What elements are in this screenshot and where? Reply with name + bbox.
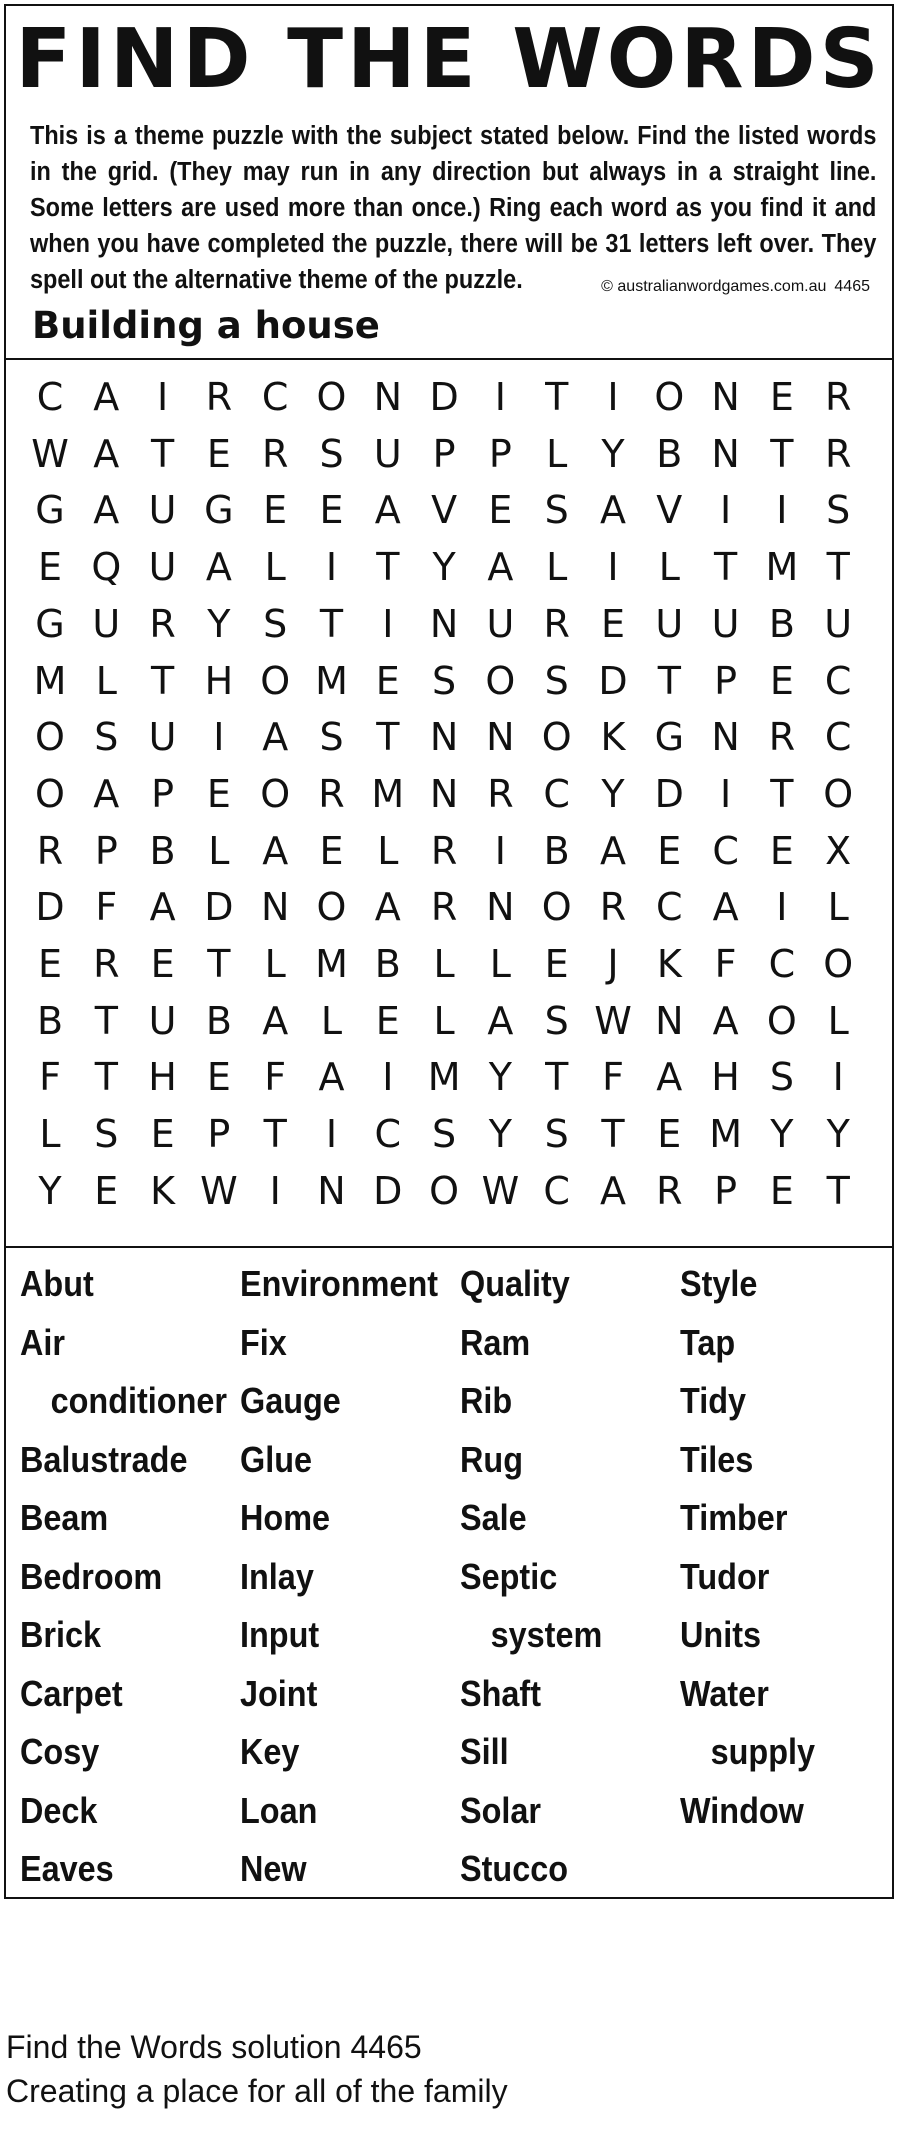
grid-letter[interactable]: N (429, 771, 459, 816)
grid-letter[interactable]: A (600, 488, 626, 533)
grid-letter[interactable]: V (431, 488, 458, 533)
puzzle-header (6, 6, 892, 360)
word-item: Glue (240, 1438, 313, 1480)
word-item: Rug (460, 1438, 523, 1480)
grid-letter[interactable]: S (432, 658, 457, 703)
grid-letter[interactable]: C (543, 771, 570, 816)
grid-letter[interactable]: D (654, 771, 684, 816)
grid-letter[interactable]: A (205, 545, 232, 590)
grid-letter[interactable]: U (92, 601, 121, 646)
grid-letter[interactable]: R (656, 1168, 683, 1213)
grid-letter[interactable]: L (658, 545, 680, 590)
grid-letter[interactable]: K (656, 942, 682, 986)
grid-letter[interactable]: N (429, 715, 459, 760)
word-item: Environment (240, 1263, 439, 1304)
grid-letter[interactable]: S (319, 431, 344, 476)
grid-letter[interactable]: D (373, 1168, 403, 1213)
grid-letter[interactable]: S (263, 601, 288, 646)
grid-letter[interactable]: B (543, 828, 570, 873)
grid-letter[interactable]: T (545, 375, 569, 419)
grid-letter[interactable]: L (827, 885, 849, 930)
copyright-text: © australianwordgames.com.au (601, 278, 827, 295)
grid-letter[interactable]: Y (488, 1055, 512, 1100)
word-item: Inlay (240, 1555, 314, 1597)
grid-letter[interactable]: T (376, 715, 400, 760)
grid-letter[interactable]: F (39, 1055, 61, 1100)
grid-letter[interactable]: E (150, 1112, 175, 1157)
grid-letter[interactable]: P (207, 1112, 231, 1157)
word-item: Eaves (20, 1848, 114, 1889)
grid-letter[interactable]: I (325, 1112, 338, 1157)
grid-letter[interactable]: F (264, 1055, 287, 1100)
grid-letter[interactable]: O (316, 885, 347, 930)
grid-letter[interactable]: E (319, 488, 344, 533)
instructions-text: This is a theme puzzle with the subject stated below. Find the listed words in the grid. (They may run in any direction but always in a straight line. Some letters are used more than once.) Ring each word as you find it and when you have completed the puzzle, there will be 31 letters left over. They spell out the alternative theme of the puzzle. (30, 122, 877, 294)
word-item: Air (20, 1321, 66, 1363)
grid-letter[interactable]: Y (826, 1112, 850, 1157)
grid-letter[interactable]: E (769, 658, 794, 703)
grid-letter[interactable]: R (824, 375, 852, 419)
word-item: Balustrade (20, 1438, 188, 1480)
word-item: Water (680, 1672, 769, 1714)
grid-letter[interactable]: M (427, 1055, 461, 1100)
grid-letter[interactable]: E (769, 375, 794, 419)
grid-letter[interactable]: O (654, 375, 685, 419)
grid-letter[interactable]: E (375, 998, 400, 1043)
grid-letter[interactable]: B (205, 998, 232, 1043)
grid-letter[interactable]: P (714, 658, 738, 703)
grid-letter[interactable]: U (148, 998, 177, 1043)
grid-letter[interactable]: M (33, 658, 67, 703)
grid-letter[interactable]: E (206, 431, 231, 476)
grid-letter[interactable]: T (770, 431, 794, 476)
grid-letter[interactable]: E (94, 1168, 119, 1213)
grid-letter[interactable]: O (823, 771, 854, 816)
grid-letter[interactable]: I (269, 1168, 281, 1213)
grid-letter[interactable]: U (373, 431, 402, 476)
grid-letter[interactable]: S (544, 1112, 569, 1157)
grid-letter[interactable]: O (429, 1168, 460, 1213)
grid-letter[interactable]: T (713, 545, 738, 590)
grid-letter[interactable]: R (543, 601, 570, 646)
grid-letter[interactable]: A (318, 1055, 345, 1100)
word-item: conditioner (50, 1380, 227, 1421)
grid-letter[interactable]: N (429, 601, 459, 646)
word-item: Tudor (680, 1555, 770, 1597)
grid-letter[interactable]: A (262, 828, 289, 873)
grid-letter[interactable]: R (261, 431, 289, 476)
grid-letter[interactable]: U (148, 545, 177, 590)
word-item: Septic (460, 1555, 558, 1597)
grid-letter[interactable]: A (149, 885, 176, 930)
grid-letter[interactable]: A (93, 375, 120, 419)
grid-letter[interactable]: Y (601, 431, 625, 476)
grid-letter[interactable]: Y (770, 1112, 794, 1157)
grid-letter[interactable]: I (607, 375, 619, 419)
grid-letter[interactable]: I (156, 375, 169, 419)
word-item: Joint (240, 1672, 318, 1714)
solution-block (6, 2025, 508, 2113)
grid-letter[interactable]: S (94, 715, 119, 760)
grid-letter[interactable]: L (95, 658, 117, 703)
grid-letter[interactable]: E (37, 545, 62, 590)
grid-letter[interactable]: P (151, 771, 175, 816)
word-column (240, 1255, 460, 1899)
grid-letter[interactable]: I (494, 828, 506, 873)
grid-letter[interactable]: L (433, 942, 455, 986)
word-item: Input (240, 1614, 320, 1655)
grid-letter[interactable]: Q (91, 545, 122, 590)
grid-letter[interactable]: L (264, 545, 286, 590)
grid-letter[interactable]: Y (601, 771, 625, 816)
grid-letter[interactable]: E (769, 828, 794, 873)
grid-letter[interactable]: W (594, 998, 632, 1043)
grid-letter[interactable]: I (776, 488, 788, 533)
grid-letter[interactable]: G (35, 488, 65, 533)
grid-letter[interactable]: I (325, 545, 338, 590)
grid-letter[interactable]: N (655, 998, 684, 1043)
grid-letter[interactable]: A (93, 771, 120, 816)
grid-letter[interactable]: M (315, 658, 348, 703)
grid-letter[interactable]: G (204, 488, 234, 533)
grid-letter[interactable]: L (377, 828, 399, 873)
grid-letter[interactable]: S (769, 1055, 794, 1100)
word-item: Solar (460, 1789, 542, 1831)
grid-letter[interactable]: A (712, 885, 739, 930)
grid-letter[interactable]: A (262, 998, 289, 1043)
grid-letter[interactable]: R (205, 375, 233, 419)
grid-letter[interactable]: T (770, 771, 794, 816)
grid-letter[interactable]: R (599, 885, 627, 930)
grid-letter[interactable]: P (432, 431, 456, 476)
word-item: Sale (460, 1497, 527, 1538)
grid-letter[interactable]: O (541, 715, 572, 760)
grid-letter[interactable]: W (31, 431, 69, 476)
solution-title: Find the Words solution 4465 (6, 2029, 422, 2065)
grid-letter[interactable]: G (35, 601, 65, 646)
grid-letter[interactable]: B (656, 431, 683, 476)
grid-letter[interactable]: C (656, 885, 683, 930)
grid-letter[interactable]: F (95, 885, 118, 930)
grid-letter[interactable]: T (601, 1112, 625, 1157)
word-item: Tap (680, 1321, 736, 1363)
grid-letter[interactable]: N (711, 375, 740, 419)
word-item: system (490, 1614, 603, 1655)
grid-letter[interactable]: L (208, 828, 230, 873)
grid-letter[interactable]: E (263, 488, 288, 533)
grid-letter[interactable]: N (373, 375, 403, 419)
grid-letter[interactable]: G (654, 715, 685, 760)
grid-letter[interactable]: T (263, 1112, 287, 1157)
grid-letter[interactable]: M (765, 545, 799, 590)
grid-letter[interactable]: P (714, 1168, 738, 1213)
grid-letter[interactable]: E (206, 1055, 231, 1100)
grid-letter[interactable]: U (824, 601, 853, 646)
grid-letter[interactable]: I (832, 1055, 844, 1100)
grid-letter[interactable]: T (826, 545, 850, 590)
grid-letter[interactable]: A (600, 828, 626, 873)
grid-letter[interactable]: B (768, 601, 795, 646)
letter-grid (6, 360, 892, 1248)
grid-letter[interactable]: R (430, 885, 458, 930)
grid-letter[interactable]: U (711, 601, 740, 646)
grid-letter[interactable]: S (826, 488, 851, 533)
grid-letter[interactable]: M (371, 771, 405, 816)
grid-letter[interactable]: W (481, 1168, 520, 1213)
grid-letter[interactable]: B (36, 998, 64, 1043)
grid-letter[interactable]: T (376, 545, 400, 590)
grid-letter[interactable]: R (768, 715, 796, 760)
grid-letter[interactable]: C (261, 375, 289, 419)
grid-letter[interactable]: H (148, 1055, 177, 1100)
grid-letter[interactable]: I (607, 545, 619, 590)
grid-letter[interactable]: T (150, 658, 175, 703)
grid-letter[interactable]: Y (38, 1168, 62, 1213)
grid-letter[interactable]: R (149, 601, 176, 646)
grid-letter[interactable]: R (824, 431, 852, 476)
grid-letter[interactable]: J (607, 942, 619, 986)
grid-letter[interactable]: B (374, 942, 401, 986)
grid-letter[interactable]: O (766, 998, 797, 1043)
grid-letter[interactable]: E (150, 942, 175, 986)
grid-letter[interactable]: U (148, 488, 177, 533)
word-item: Stucco (460, 1848, 569, 1889)
grid-letter[interactable]: A (93, 431, 120, 476)
grid-letter[interactable]: R (93, 942, 120, 986)
word-list (6, 1249, 892, 1899)
word-item: Sill (460, 1731, 509, 1772)
grid-letter[interactable]: C (36, 375, 64, 419)
grid-letter[interactable]: N (260, 885, 290, 930)
grid-letter[interactable]: X (825, 828, 852, 873)
word-item: New (240, 1848, 307, 1889)
grid-letter[interactable]: Y (432, 545, 456, 590)
grid-letter[interactable]: E (206, 771, 231, 816)
grid-letter[interactable]: S (94, 1112, 119, 1157)
grid-letter[interactable]: O (485, 658, 516, 703)
grid-letter[interactable]: R (430, 828, 458, 873)
word-item: Quality (460, 1263, 570, 1304)
word-item: Brick (20, 1614, 102, 1655)
grid-letter[interactable]: U (486, 601, 515, 646)
grid-letter[interactable]: E (769, 1168, 794, 1213)
grid-letter[interactable]: A (262, 715, 289, 760)
grid-letter[interactable]: A (374, 488, 401, 533)
grid-letter[interactable]: O (35, 715, 65, 760)
grid-letter[interactable]: N (711, 715, 740, 760)
grid-letter[interactable]: O (316, 375, 347, 419)
copyright-line (593, 278, 870, 296)
word-item: Cosy (20, 1731, 100, 1772)
grid-letter[interactable]: W (200, 1168, 238, 1213)
grid-letter[interactable]: E (488, 488, 513, 533)
grid-letter[interactable]: A (600, 1168, 626, 1213)
grid-letter[interactable]: L (320, 998, 343, 1043)
grid-letter[interactable]: I (719, 771, 732, 816)
grid-letter[interactable]: F (714, 942, 737, 986)
theme-heading: Building a house (32, 304, 380, 347)
word-column (20, 1255, 250, 1899)
grid-letter[interactable]: A (487, 545, 514, 590)
grid-letter[interactable]: L (489, 942, 511, 986)
grid-letter[interactable]: N (317, 1168, 346, 1213)
grid-letter[interactable]: E (375, 658, 400, 703)
grid-letter[interactable]: T (657, 658, 681, 703)
word-item: Tiles (680, 1438, 754, 1480)
word-item: Abut (20, 1263, 94, 1304)
word-item: Bedroom (20, 1555, 163, 1597)
grid-letter[interactable]: O (260, 658, 291, 703)
grid-letter[interactable]: D (35, 885, 65, 930)
grid-letter[interactable]: C (824, 715, 852, 760)
grid-letter[interactable]: L (546, 431, 568, 476)
grid-letter[interactable]: D (598, 658, 628, 703)
grid-letter[interactable]: B (149, 828, 176, 873)
grid-letter[interactable]: T (545, 1055, 569, 1100)
grid-letter[interactable]: U (655, 601, 684, 646)
grid-letter[interactable]: T (319, 601, 344, 646)
grid-letter[interactable]: E (544, 942, 569, 986)
grid-letter[interactable]: O (541, 885, 572, 930)
word-item: Timber (680, 1497, 788, 1538)
word-item: Loan (240, 1789, 318, 1831)
grid-letter[interactable]: T (207, 942, 231, 986)
puzzle-number: 4465 (834, 278, 870, 295)
puzzle-box (4, 4, 894, 1899)
grid-letter[interactable]: A (374, 885, 401, 930)
word-column (460, 1255, 618, 1899)
solution-answer: Creating a place for all of the family (6, 2073, 508, 2109)
grid-letter[interactable]: D (204, 885, 234, 930)
grid-letter[interactable]: D (429, 375, 459, 419)
word-item: Window (680, 1789, 804, 1831)
word-item: Gauge (240, 1380, 341, 1421)
grid-letter[interactable]: E (600, 601, 625, 646)
grid-letter[interactable]: H (204, 658, 234, 703)
word-item: Deck (20, 1789, 98, 1831)
word-item: Key (240, 1731, 300, 1772)
grid-letter[interactable]: E (319, 828, 344, 873)
grid-letter[interactable]: Y (207, 601, 231, 646)
grid-letter[interactable]: L (433, 998, 455, 1043)
grid-letter[interactable]: L (39, 1112, 61, 1157)
word-item: Ram (460, 1321, 531, 1363)
grid-letter[interactable]: I (719, 488, 732, 533)
grid-letter[interactable]: N (486, 885, 515, 930)
grid-letter[interactable]: A (656, 1055, 683, 1100)
grid-letter[interactable]: N (486, 715, 515, 760)
grid-letter[interactable]: T (150, 431, 175, 476)
grid-letter[interactable]: E (657, 828, 682, 873)
grid-letter[interactable]: I (213, 715, 225, 760)
grid-letter[interactable]: I (776, 885, 788, 930)
grid-letter[interactable]: O (35, 771, 65, 816)
word-item: supply (710, 1731, 816, 1772)
grid-letter[interactable]: U (148, 715, 177, 760)
page-title: FIND THE WORDS (15, 12, 883, 107)
word-item: Rib (460, 1380, 513, 1421)
grid-letter[interactable]: C (768, 942, 796, 986)
grid-letter[interactable]: A (93, 488, 120, 533)
grid-letter[interactable]: L (264, 942, 286, 986)
grid-letter[interactable]: M (315, 942, 348, 986)
word-item: Home (240, 1497, 331, 1538)
grid-letter[interactable]: O (260, 771, 291, 816)
word-item: Beam (20, 1497, 109, 1538)
word-item: Tidy (680, 1380, 747, 1421)
grid-letter[interactable]: Y (488, 1112, 512, 1157)
grid-letter[interactable]: I (494, 375, 506, 419)
grid-letter[interactable]: I (382, 1055, 394, 1100)
grid-letter[interactable]: H (711, 1055, 740, 1100)
grid-letter[interactable]: T (94, 1055, 118, 1100)
grid-letter[interactable]: S (544, 998, 569, 1043)
grid-letter[interactable]: E (657, 1112, 682, 1157)
grid-letter[interactable]: A (487, 998, 514, 1043)
word-item: Fix (240, 1321, 287, 1363)
grid-letter[interactable]: S (432, 1112, 457, 1157)
grid-letter[interactable]: C (543, 1168, 570, 1213)
word-column (680, 1255, 830, 1840)
grid-letter[interactable]: T (94, 998, 118, 1043)
grid-letter[interactable]: S (544, 488, 569, 533)
grid-letter[interactable]: M (709, 1112, 742, 1157)
grid-letter[interactable]: N (711, 431, 740, 476)
word-item: Style (680, 1263, 758, 1304)
word-item: Carpet (20, 1672, 123, 1714)
grid-letter[interactable]: S (544, 658, 569, 703)
grid-letter[interactable]: C (824, 658, 852, 703)
word-item: Units (680, 1614, 761, 1655)
grid-letter[interactable]: F (602, 1055, 624, 1100)
grid-letter[interactable]: T (826, 1168, 850, 1213)
grid-letter[interactable]: P (488, 431, 512, 476)
grid-letter[interactable]: L (827, 998, 849, 1043)
grid-letter[interactable]: A (712, 998, 739, 1043)
grid-letter[interactable]: C (374, 1112, 402, 1157)
grid-letter[interactable]: K (600, 715, 626, 760)
grid-letter[interactable]: I (382, 601, 394, 646)
grid-letter[interactable]: P (94, 828, 118, 873)
grid-letter[interactable]: V (656, 488, 683, 533)
grid-letter[interactable]: O (823, 942, 854, 986)
grid-letter[interactable]: R (36, 828, 64, 873)
grid-letter[interactable]: S (319, 715, 344, 760)
word-item: Shaft (460, 1672, 541, 1714)
grid-letter[interactable]: R (487, 771, 514, 816)
grid-letter[interactable]: K (150, 1168, 176, 1213)
grid-letter[interactable]: C (712, 828, 739, 873)
grid-letter[interactable]: L (546, 545, 568, 590)
grid-letter[interactable]: R (318, 771, 345, 816)
grid-letter[interactable]: E (37, 942, 62, 986)
